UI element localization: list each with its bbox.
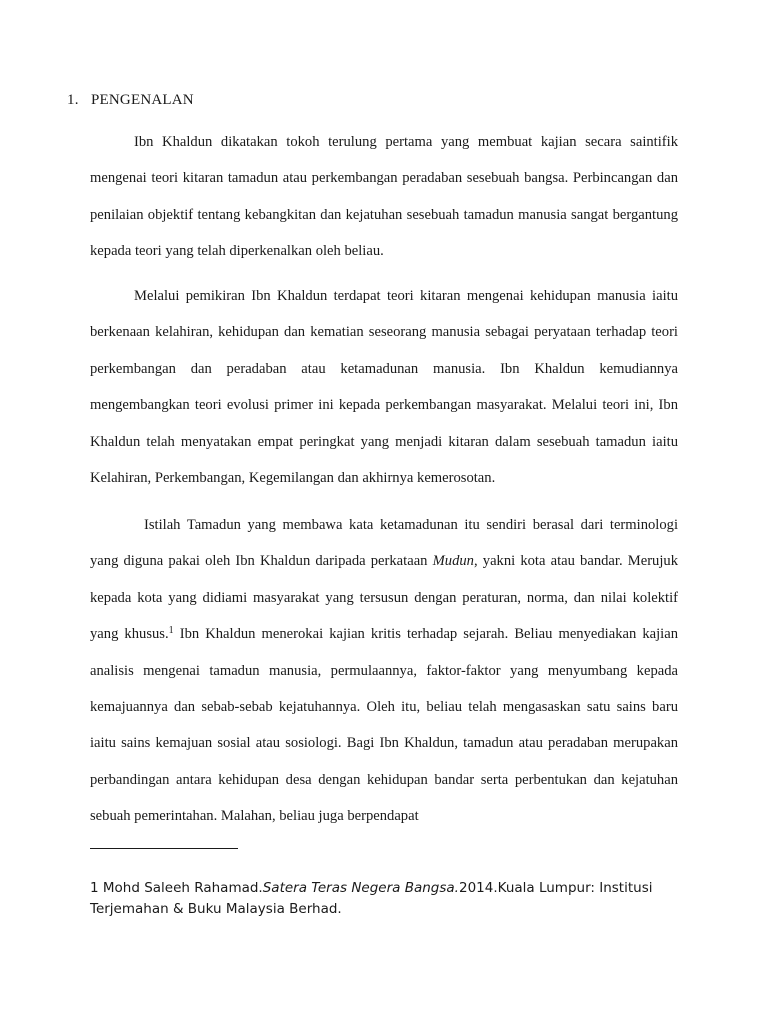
paragraph-1-text: Ibn Khaldun dikatakan tokoh terulung pertama yang membuat kajian secara saintifik mengenai teori kitaran tamadun atau perkembangan peradaban sesebuah bangsa. Perbincangan dan penilaian objektif tentang kebangkitan dan kejatuhan sesebuah tamadun manusia sangat bergantung kepada teori yang telah diperkenalkan oleh beliau. (90, 134, 678, 260)
footnote-book-title: Satera Teras Negera Bangsa. (262, 880, 459, 896)
footnote-reference[interactable]: 1 (168, 625, 174, 637)
footnote (90, 878, 690, 920)
paragraph-3-text-b: , yakni kota atau bandar. Merujuk kepada kota yang didiami masyarakat yang tersusun dengan peraturan, norma, dan nilai kolektif yang khusus. (90, 553, 679, 643)
footnote-divider (90, 848, 238, 849)
paragraph-3-italic-term: Mudun (432, 553, 474, 570)
section-number: 1. (67, 92, 79, 108)
section-heading (67, 92, 194, 109)
paragraph-3 (90, 507, 678, 835)
footnote-text-a: 1 Mohd Saleeh Rahamad. (90, 880, 263, 896)
paragraph-3-text-c: Ibn Khaldun menerokai kajian kritis terhadap sejarah. Beliau menyediakan kajian analisis mengenai tamadun manusia, permulaannya, faktor-faktor yang menyumbang kepada kemajuannya dan sebab-sebab kejatuhannya. Oleh itu, beliau telah mengasaskan satu sains baru iaitu sains kemajuan sosial atau sosiologi. Bagi Ibn Khaldun, tamadun atau peradaban merupakan perbandingan antara kehidupan desa dengan kehidupan bandar serta perbentukan dan kejatuhan sebuah pemerintahan. Malahan, beliau juga berpendapat (90, 626, 678, 825)
paragraph-1 (90, 124, 678, 270)
footnote-text-b: 2014.Kuala Lumpur: Institusi Terjemahan & Buku Malaysia Berhad. (90, 880, 653, 917)
paragraph-2 (90, 278, 678, 496)
paragraph-3-text-a: Istilah Tamadun yang membawa kata ketamadunan itu sendiri berasal dari terminologi yang diguna pakai oleh Ibn Khaldun daripada perkataan (90, 517, 678, 570)
section-title: PENGENALAN (91, 92, 194, 108)
paragraph-2-text: Melalui pemikiran Ibn Khaldun terdapat teori kitaran mengenai kehidupan manusia iaitu berkenaan kelahiran, kehidupan dan kematian seseorang manusia sebagai peryataan terhadap teori perkembangan dan peradaban atau ketamadunan manusia. Ibn Khaldun kemudiannya mengembangkan teori evolusi primer ini kepada perkembangan masyarakat. Melalui teori ini, Ibn Khaldun telah menyatakan empat peringkat yang menjadi kitaran dalam sesebuah tamadun iaitu Kelahiran, Perkembangan, Kegemilangan dan akhirnya kemerosotan. (90, 288, 678, 487)
